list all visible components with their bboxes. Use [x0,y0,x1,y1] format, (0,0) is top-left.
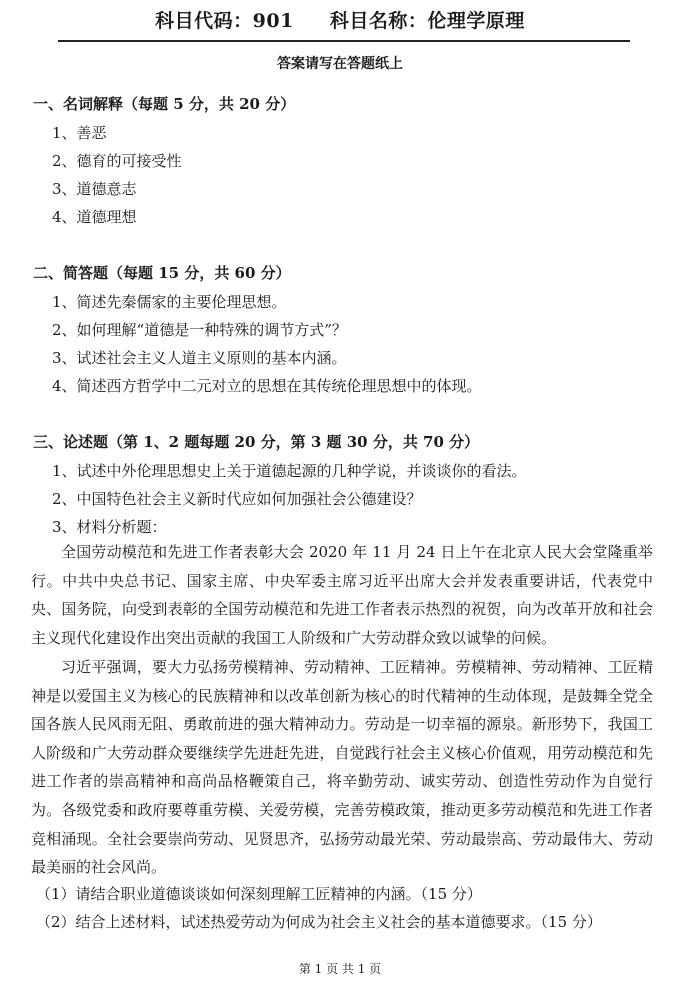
answer-notice: 答案请写在答题纸上 [277,56,403,72]
subject-code: 科目代码：901 [155,10,294,32]
section-1-item-4: 4、道德理想 [52,208,137,226]
section-2-item-2: 2、如何理解“道德是一种特殊的调节方式”？ [52,321,347,339]
section-1-item-2: 2、德育的可接受性 [52,152,182,170]
section-3-item-2: 2、中国特色社会主义新时代应如何加强社会公德建设？ [52,490,422,508]
subject-name: 科目名称：伦理学原理 [329,10,525,32]
section-3-item-1: 1、试述中外伦理思想史上关于道德起源的几种学说，并谈谈你的看法。 [52,462,527,480]
section-3-item-3: 3、材料分析题： [52,518,167,536]
section-1-item-3: 3、道德意志 [52,180,137,198]
section-3-title: 三、论述题（第 1、2 题每题 20 分，第 3 题 30 分，共 70 分） [33,433,480,451]
section-2-item-1: 1、简述先秦儒家的主要伦理思想。 [52,293,287,311]
section-2-item-3: 3、试述社会主义人道主义原则的基本内涵。 [52,349,347,367]
sub-question-2: （2）结合上述材料，试述热爱劳动为何成为社会主义社会的基本道德要求。（15 分） [36,913,602,931]
section-2-title: 二、简答题（每题 15 分，共 60 分） [33,264,291,282]
material-paragraph-2: 习近平强调，要大力弘扬劳模精神、劳动精神、工匠精神。劳模精神、劳动精神、工匠精神是以爱国主义为核心的民族精神和以改革创新为核心的时代精神的生动体现，是鼓舞全党全国各族人民风雨无阻、勇敢前进的强大精神动力。劳动是一切幸福的源泉。新形势下，我国工人阶级和广大劳动群众要继续学先进赶先进，自觉践行社会主义核心价值观，用劳动模范和先进工作者的崇高精神和高尚品格鞭策自己，将辛勤劳动、诚实劳动、创造性劳动作为自觉行为。各级党委和政府要尊重劳模、关爱劳模，完善劳模政策，推动更多劳动模范和先进工作者竞相涌现。全社会要崇尚劳动、见贤思齐，弘扬劳动最光荣、劳动最崇高、劳动最伟大、劳动最美丽的社会风尚。 [31,658,653,877]
material-paragraph-1: 全国劳动模范和先进工作者表彰大会 2020 年 11 月 24 日上午在北京人民大会堂隆重举行。中共中央总书记、国家主席、中央军委主席习近平出席大会并发表重要讲话，代表党中央、国务院，向受到表彰的全国劳动模范和先进工作者表示热烈的祝贺，向为改革开放和社会主义现代化建设作出突出贡献的我国工人阶级和广大劳动群众致以诚挚的问候。 [31,543,653,647]
section-1-item-1: 1、善恶 [52,124,107,142]
sub-question-1: （1）请结合职业道德谈谈如何深刻理解工匠精神的内涵。（15 分） [36,885,482,903]
header-divider [58,40,630,42]
section-2-item-4: 4、简述西方哲学中二元对立的思想在其传统伦理思想中的体现。 [52,377,482,395]
section-1-title: 一、名词解释（每题 5 分，共 20 分） [33,95,296,113]
page-number: 第 1 页 共 1 页 [298,962,382,976]
exam-header [0,6,680,33]
